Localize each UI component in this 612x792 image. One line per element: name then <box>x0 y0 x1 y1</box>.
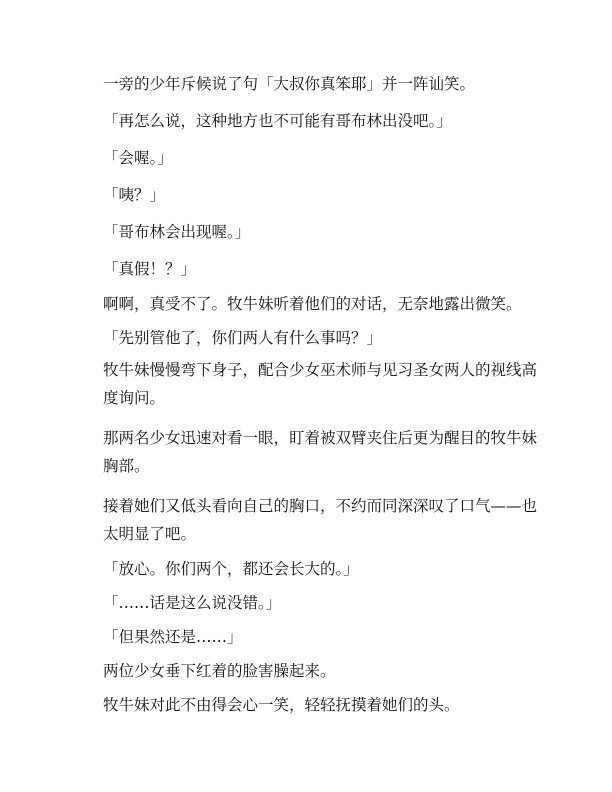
paragraph: 啊啊，真受不了。牧牛妹听着他们的对话，无奈地露出微笑。 <box>103 295 522 313</box>
paragraph: 「先别管他了，你们两人有什么事吗？」 <box>103 329 383 347</box>
paragraph: 接着她们又低头看向自己的胸口，不约而同深深叹了口气——也太明显了吧。 <box>103 497 538 543</box>
paragraph: 「……话是这么说没错。」 <box>103 594 282 612</box>
paragraph: 那两名少女迅速对看一眼，盯着被双臂夹住后更为醒目的牧牛妹胸部。 <box>103 429 538 475</box>
paragraph: 「但果然还是……」 <box>103 628 243 646</box>
paragraph: 牧牛妹慢慢弯下身子，配合少女巫术师与见习圣女两人的视线高度询问。 <box>103 361 538 407</box>
paragraph: 牧牛妹对此不由得会心一笑，轻轻抚摸着她们的头。 <box>103 696 460 714</box>
paragraph: 「放心。你们两个，都还会长大的。」 <box>103 560 359 578</box>
paragraph: 「再怎么说，这种地方也不可能有哥布林出没吧。」 <box>103 112 452 130</box>
paragraph: 两位少女垂下红着的脸害臊起来。 <box>103 662 336 680</box>
paragraph: 「哥布林会出现喔。」 <box>103 223 251 241</box>
paragraph: 「真假！？」 <box>103 260 197 278</box>
paragraph: 「会喔。」 <box>103 149 173 167</box>
paragraph: 「咦？」 <box>103 186 166 204</box>
paragraph: 一旁的少年斥候说了句「大叔你真笨耶」并一阵讪笑。 <box>103 75 476 93</box>
